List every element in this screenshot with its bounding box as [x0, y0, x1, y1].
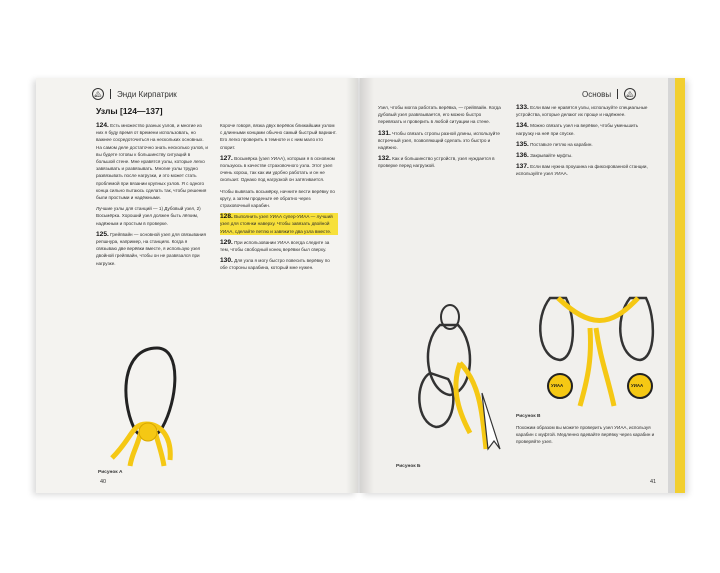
paragraph-number: 134.	[516, 122, 529, 130]
paragraph	[96, 205, 208, 227]
right-bottom-text: Похожим образом вы можете проверить узел УИАА, используя карабин с муфтой. Медленно вдевайте верёвку через карабин и проверяйте узел.	[516, 425, 655, 445]
paragraph-number: 125.	[96, 230, 109, 238]
paragraph	[516, 152, 656, 159]
logo-icon: 🏔	[92, 88, 104, 100]
paragraph-number: 135.	[516, 140, 529, 148]
paragraph-text: Грейпвайн — основной узел для связывания репшнура, например, на станциях. Когда я связываю две верёвки вместе, я использую узел двойной грейпвайн, чтобы он не развязался при нагрузке.	[96, 231, 206, 266]
diagram-a	[102, 328, 202, 468]
paragraph	[96, 122, 208, 201]
weight-label-1: УИАА	[551, 383, 564, 388]
paragraph	[378, 155, 506, 169]
right-col-2	[516, 104, 656, 182]
paragraph	[220, 213, 338, 235]
paragraph	[516, 104, 656, 118]
paragraph	[516, 122, 656, 136]
section-name: Основы	[582, 89, 612, 99]
paragraph-text: Есть множество разных узлов, и многие из них я буду время от времени использовать, но важнее сосредоточиться на нескольких основных. На самом деле достаточно знать несколько узлов, и вы будете готовы к большинству ситуаций в большой стене. Мне нравятся узлы, которые легко завязывать и развязывать. Многие узлы трудно развязывать после нагрузки, и это может стать проблемой при вязании крупных узлов. Я с одного конца сильно пытаюсь сделать так, чтобы решения были простыми и надёжными.	[96, 123, 208, 201]
paragraph	[378, 104, 506, 126]
left-header	[92, 88, 177, 100]
left-page	[36, 78, 358, 493]
left-col-1	[96, 122, 208, 271]
paragraph	[516, 141, 656, 148]
paragraph-text: Лучшие узлы для станций — 1) Дубовый узел, 2) Восьмёрка. Хороший узел должен быть лёгким, надёжным и простым в проверке.	[96, 206, 201, 226]
weight-label-2: УИАА	[631, 383, 644, 388]
caption-b: Рисунок Б	[396, 464, 421, 469]
page-number-left: 40	[100, 479, 107, 485]
right-page-edge	[675, 78, 685, 493]
caption-v: Рисунок В	[516, 414, 541, 419]
right-page	[360, 78, 685, 493]
paragraph-text: Для узла я могу быстро повесить верёвку по обе стороны карабина, который мне нужен.	[220, 258, 330, 271]
header-divider	[617, 89, 618, 99]
paragraph-text: Чтобы связать стропы разной длины, используйте встречный узел, позволяющий сделать это быстро и надёжно.	[378, 130, 500, 151]
paragraph-text: При использовании УИАА всегда следите за тем, чтобы свободный конец верёвки был сверху.	[220, 239, 330, 253]
paragraph-number: 130.	[220, 257, 233, 265]
left-col-2	[220, 122, 338, 276]
paragraph-text: Чтобы вывязать восьмёрку, начните вести верёвку по кругу, а затем проденьте её обратно через страховочный карабин.	[220, 188, 335, 209]
diagram-v	[530, 288, 670, 408]
paragraph-number: 124.	[96, 122, 109, 129]
carabiner-b1	[428, 325, 470, 395]
page-number-right: 41	[650, 479, 657, 485]
right-header	[582, 88, 637, 100]
paragraph-number: 133.	[516, 104, 529, 111]
paragraph-text: Если вам не нравятся узлы, используйте специальные устройства, которые делают их проще и надёжнее.	[516, 105, 648, 118]
header-divider	[110, 89, 111, 99]
paragraph-number: 136.	[516, 152, 529, 160]
paragraph	[516, 163, 656, 177]
knot-a	[139, 423, 157, 441]
logo-icon: 🏔	[624, 88, 636, 100]
paragraph-text: Короче говоря, вязка двух верёвок ближайшим узлом с длинными концами обычно самый быстрый вариант. Его легко проверить в темноте и с ним мало кто спорит.	[220, 123, 337, 150]
paragraph-number: 129.	[220, 238, 233, 246]
paragraph-number: 132.	[378, 155, 391, 163]
paragraph-text: Закрывайте муфты.	[530, 153, 573, 159]
paragraph	[220, 188, 338, 210]
paragraph	[220, 122, 338, 151]
paragraph-text: Выполнить узел УИАА супер-УИАА — лучший узел для стоянки наверху. Чтобы завязать двойной УИАА, сделайте петлю и завяжите два узла вместе.	[220, 214, 333, 234]
caption-a: Рисунок А	[98, 470, 123, 475]
carabiner-b2	[419, 373, 453, 427]
paragraph-text: Как и большинство устройств, узел нуждается в проверке перед нагрузкой.	[378, 156, 495, 169]
paragraph-text: Если вам нужна проушина на фиксированной станции, используйте узел УИАА.	[516, 164, 648, 177]
paragraph-number: 137.	[516, 163, 529, 171]
right-col-1	[378, 104, 506, 174]
paragraph	[220, 155, 338, 184]
paragraph-text: Можно связать узел на верёвке, чтобы уменьшить нагрузку на неё при спуске.	[516, 123, 639, 136]
paragraph	[96, 231, 208, 267]
paragraph-number: 131.	[378, 129, 391, 137]
paragraph-number: 128.	[220, 213, 233, 221]
paragraph	[378, 130, 506, 152]
author-name: Энди Кирпатрик	[117, 89, 177, 99]
paragraph-text: Восьмёрка (узел УИАА), которым я в основном пользуюсь в качестве страховочного узла. Этот узел очень хорош, так как им удобно работать и он не скользит. Однако под нагрузкой он затягивается.	[220, 155, 335, 183]
right-page-edge-gray	[668, 78, 675, 493]
paragraph	[220, 239, 338, 253]
paragraph	[220, 257, 338, 271]
diagram-b	[390, 303, 510, 453]
spine-shadow	[346, 78, 374, 493]
paragraph-number: 127.	[220, 154, 233, 162]
paragraph-text: Узел, чтобы могла работать верёвка, — грейпвайн. Когда дубовый узел развязывается, его можно быстро перевязать и проверить в любой ситуации на стене.	[378, 105, 501, 125]
rope-b	[456, 363, 486, 449]
paragraph-text: Поставьте петлю на карабин.	[530, 141, 593, 147]
section-title: Узлы [124—137]	[96, 106, 163, 116]
